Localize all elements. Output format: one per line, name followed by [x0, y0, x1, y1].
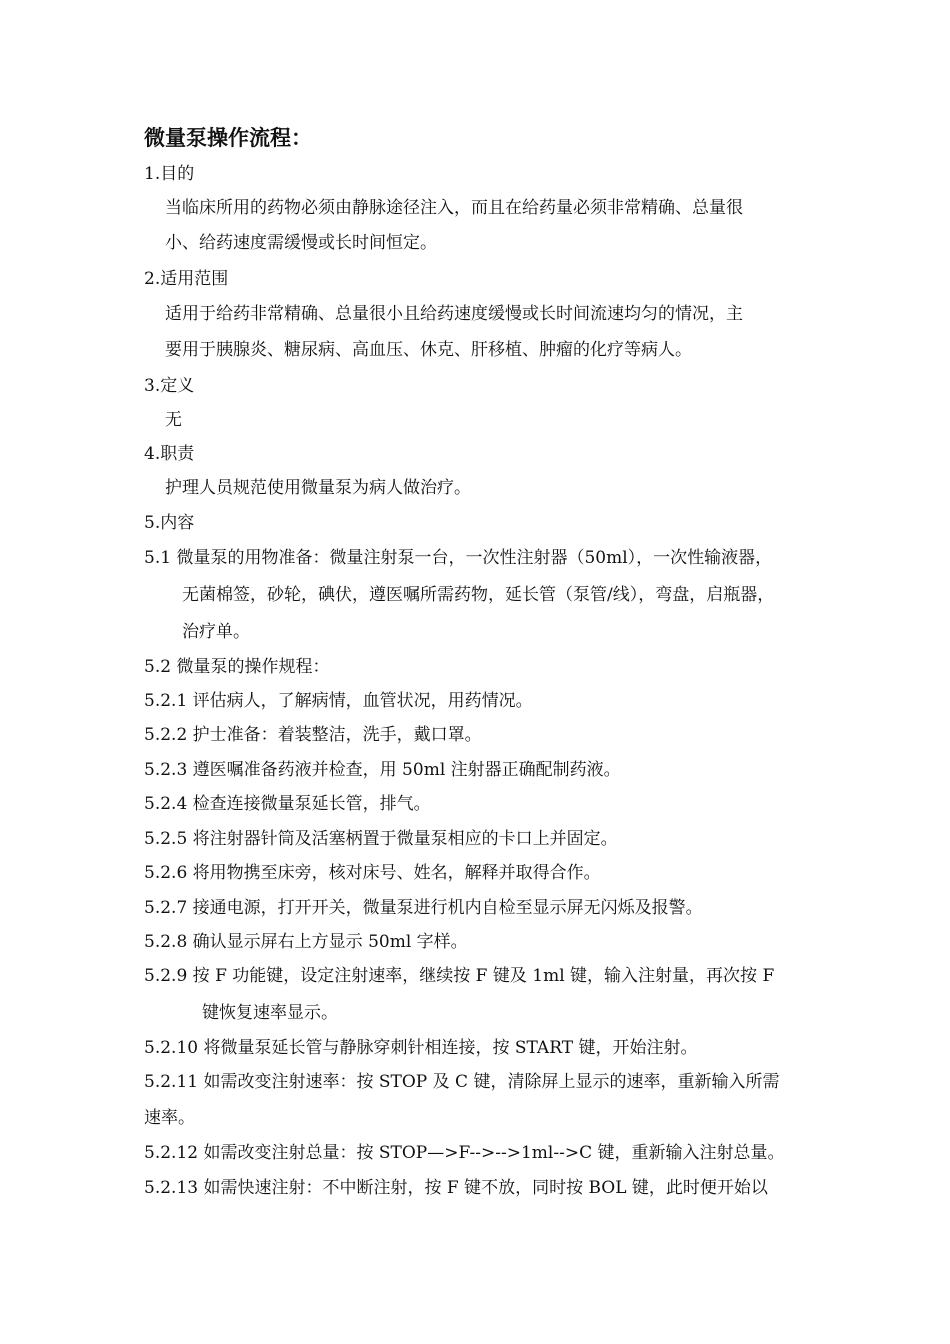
section-3-text: 无 — [165, 410, 182, 430]
section-3-heading: 3.定义 — [144, 376, 195, 396]
section-1-text-line-2: 小、给药速度需缓慢或长时间恒定。 — [165, 233, 437, 253]
item-5-2-1: 5.2.1 评估病人，了解病情，血管状况，用药情况。 — [144, 691, 533, 711]
item-5-1-line-1: 5.1 微量泵的用物准备：微量注射泵一台，一次性注射器（50ml），一次性输液器， — [144, 548, 773, 568]
item-5-2-9-line-2: 键恢复速率显示。 — [202, 1003, 338, 1023]
item-5-1-line-3: 治疗单。 — [182, 622, 250, 642]
item-5-2-5: 5.2.5 将注射器针筒及活塞柄置于微量泵相应的卡口上并固定。 — [144, 829, 618, 849]
item-5-2-9-line-1: 5.2.9 按 F 功能键，设定注射速率，继续按 F 键及 1ml 键，输入注射量，再次按 F — [144, 966, 775, 986]
item-5-2-12: 5.2.12 如需改变注射总量：按 STOP—>F-->-->1ml-->C 键，重新输入注射总量。 — [144, 1143, 785, 1163]
item-5-2-11-line-2: 速率。 — [144, 1108, 195, 1128]
item-5-2: 5.2 微量泵的操作规程： — [144, 657, 330, 677]
item-5-1-line-2: 无菌棉签，砂轮，碘伏，遵医嘱所需药物，延长管（泵管/线），弯盘，启瓶器， — [182, 585, 775, 605]
item-5-2-2: 5.2.2 护士准备：着装整洁，洗手，戴口罩。 — [144, 725, 482, 745]
section-2-heading: 2.适用范围 — [144, 269, 229, 289]
item-5-2-13: 5.2.13 如需快速注射：不中断注射，按 F 键不放，同时按 BOL 键，此时便开始以 — [144, 1178, 768, 1198]
section-4-heading: 4.职责 — [144, 444, 195, 464]
section-2-text-line-2: 要用于胰腺炎、糖尿病、高血压、休克、肝移植、肿瘤的化疗等病人。 — [165, 340, 692, 360]
item-5-2-3: 5.2.3 遵医嘱准备药液并检查，用 50ml 注射器正确配制药液。 — [144, 760, 621, 780]
section-1-heading: 1.目的 — [144, 164, 195, 184]
item-5-2-6: 5.2.6 将用物携至床旁，核对床号、姓名，解释并取得合作。 — [144, 863, 601, 883]
item-5-2-4: 5.2.4 检查连接微量泵延长管，排气。 — [144, 794, 431, 814]
section-1-text-line-1: 当临床所用的药物必须由静脉途径注入，而且在给药量必须非常精确、总量很 — [165, 198, 743, 218]
section-5-heading: 5.内容 — [144, 513, 195, 533]
document-title: 微量泵操作流程： — [144, 126, 312, 150]
item-5-2-10: 5.2.10 将微量泵延长管与静脉穿刺针相连接，按 START 键，开始注射。 — [144, 1038, 698, 1058]
section-2-text-line-1: 适用于给药非常精确、总量很小且给药速度缓慢或长时间流速均匀的情况，主 — [165, 304, 743, 324]
section-4-text: 护理人员规范使用微量泵为病人做治疗。 — [165, 478, 471, 498]
item-5-2-7: 5.2.7 接通电源，打开开关，微量泵进行机内自检至显示屏无闪烁及报警。 — [144, 898, 703, 918]
item-5-2-11-line-1: 5.2.11 如需改变注射速率：按 STOP 及 C 键，清除屏上显示的速率，重新输入所需 — [144, 1072, 780, 1092]
item-5-2-8: 5.2.8 确认显示屏右上方显示 50ml 字样。 — [144, 932, 468, 952]
